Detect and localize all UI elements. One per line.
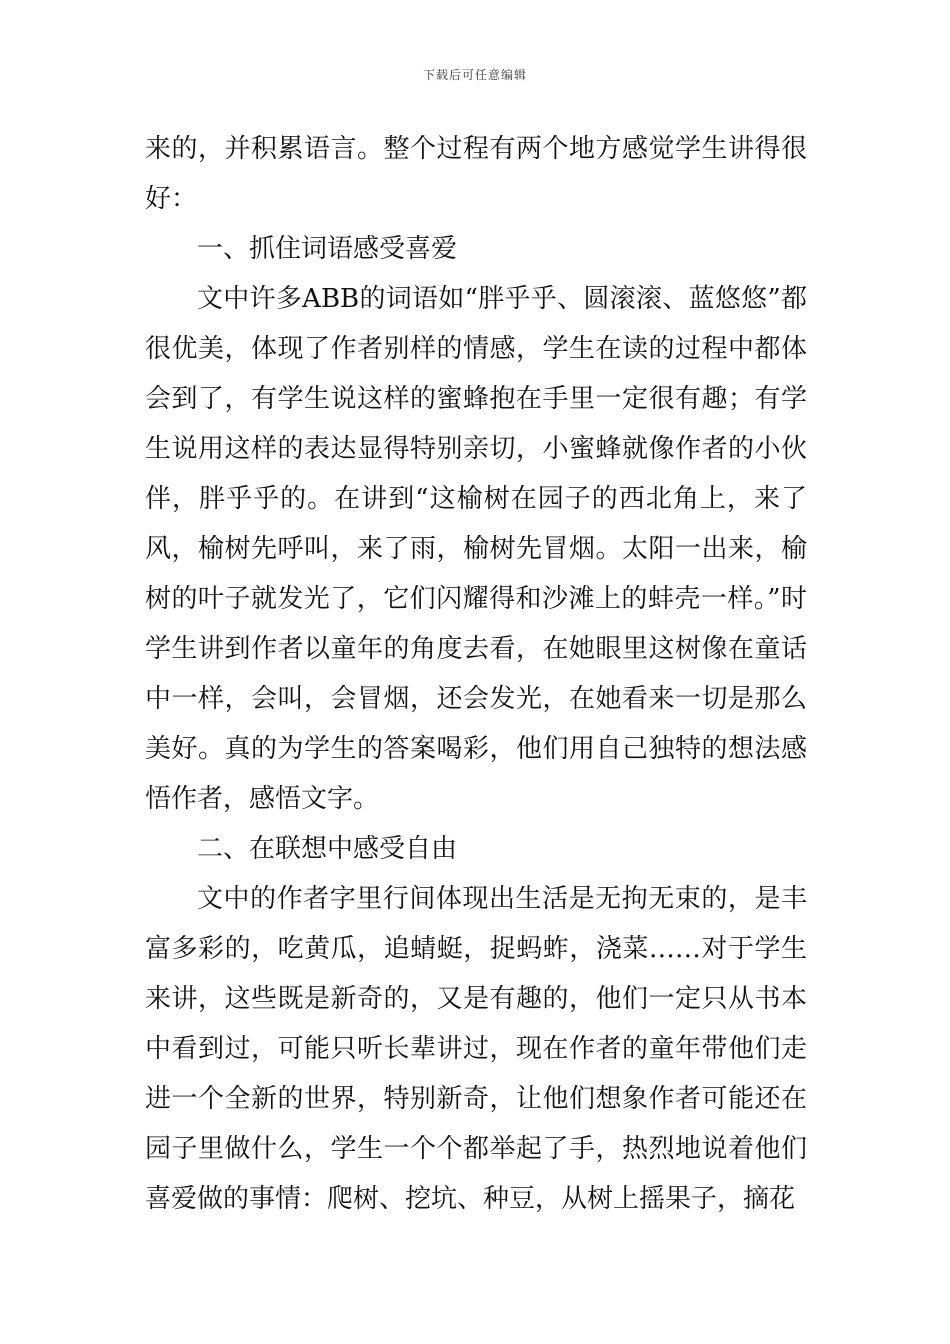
paragraph-section-1: 文中许多ABB的词语如“胖乎乎、圆滚滚、蓝悠悠”都很优美，体现了作者别样的情感，学生在读的过程中都体会到了，有学生说这样的蜜蜂抱在手里一定很有趣；有学生说用这样的表达显得特别亲切，小蜜蜂就像作者的小伙伴，胖乎乎的。在讲到“这榆树在园子的西北角上，来了风，榆树先呼叫，来了雨，榆树先冒烟。太阳一出来，榆树的叶子就发光了，它们闪耀得和沙滩上的蚌壳一样。”时学生讲到作者以童年的角度去看，在她眼里这树像在童话中一样，会叫，会冒烟，还会发光，在她看来一切是那么美好。真的为学生的答案喝彩，他们用自己独特的想法感悟作者，感悟文字。	[145, 284, 807, 814]
section-heading-1: 一、抓住词语感受喜爱	[197, 234, 458, 264]
page-header-note: 下载后可任意编辑	[422, 68, 527, 82]
document-body	[145, 124, 807, 1224]
paragraph-section-2: 文中的作者字里行间体现出生活是无拘无束的，是丰富多彩的，吃黄瓜，追蜻蜓，捉蚂蚱，浇菜……对于学生来讲，这些既是新奇的，又是有趣的，他们一定只从书本中看到过，可能只听长辈讲过，现在作者的童年带他们走进一个全新的世界，特别新奇，让他们想象作者可能还在园子里做什么，学生一个个都举起了手，热烈地说着他们喜爱做的事情：爬树、挖坑、种豆，从树上摇果子，摘花	[145, 884, 807, 1214]
paragraph-continuation: 来的，并积累语言。整个过程有两个地方感觉学生讲得很好：	[145, 134, 807, 214]
section-heading-2: 二、在联想中感受自由	[197, 834, 458, 864]
